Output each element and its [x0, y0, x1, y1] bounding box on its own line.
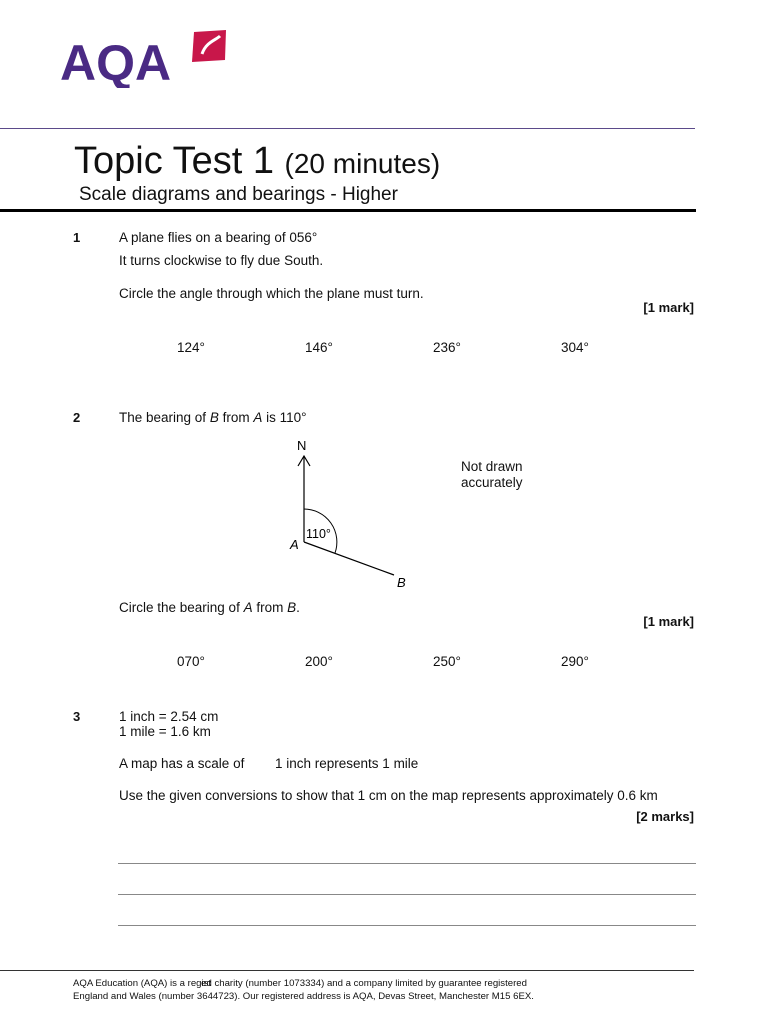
answer-line-3[interactable] [118, 925, 696, 926]
point-b-label: B [397, 575, 406, 590]
angle-label: 110° [306, 527, 331, 541]
q1-line2: It turns clockwise to fly due South. [119, 253, 324, 268]
line-a-to-b [304, 542, 394, 575]
q1-line1: A plane flies on a bearing of 056° [119, 230, 318, 245]
answer-line-1[interactable] [118, 863, 696, 864]
q2-instr-point-a: A [243, 600, 253, 615]
page-subtitle: Scale diagrams and bearings - Higher [79, 184, 398, 205]
aqa-logo [60, 28, 230, 88]
q1-option-3[interactable]: 236° [433, 340, 461, 355]
q1-instruction: Circle the angle through which the plane must turn. [119, 286, 424, 301]
q3-scale-value: 1 inch represents 1 mile [275, 756, 419, 771]
title-divider [0, 209, 696, 212]
point-a-label: A [290, 537, 299, 552]
q2-number: 2 [73, 410, 81, 425]
q2-instruction: Circle the bearing of A from B. [119, 600, 300, 615]
footer-divider [0, 970, 694, 971]
logo-flag-icon [192, 30, 226, 62]
bearing-diagram [270, 432, 430, 592]
q2-marks: [1 mark] [643, 614, 694, 629]
north-label: N [297, 438, 307, 453]
q3-conversion-inch: 1 inch = 2.54 cm [119, 709, 219, 724]
q3-conversion-mile: 1 mile = 1.6 km [119, 724, 211, 739]
page-title [74, 140, 440, 183]
q2-option-3[interactable]: 250° [433, 654, 461, 669]
logo-text: AQA [60, 35, 172, 88]
q2-option-2[interactable]: 200° [305, 654, 333, 669]
q2-intro: The bearing of B from A is 110° [119, 410, 307, 425]
q3-scale-label: A map has a scale of [119, 756, 245, 771]
answer-line-2[interactable] [118, 894, 696, 895]
header-divider [0, 128, 695, 129]
title-main: Topic Test 1 [74, 140, 274, 182]
q1-option-4[interactable]: 304° [561, 340, 589, 355]
footer-text [73, 977, 534, 1003]
q3-marks: [2 marks] [636, 809, 694, 824]
q2-option-4[interactable]: 290° [561, 654, 589, 669]
q1-marks: [1 mark] [643, 300, 694, 315]
q1-number: 1 [73, 230, 81, 245]
title-time: (20 minutes) [284, 148, 441, 179]
not-to-scale-note-2: accurately [461, 475, 523, 490]
q1-option-1[interactable]: 124° [177, 340, 205, 355]
q3-number: 3 [73, 709, 81, 724]
q3-instruction: Use the given conversions to show that 1 cm on the map represents approximately 0.6 km [119, 788, 658, 803]
q2-intro-point-a: A [253, 410, 263, 425]
q1-option-2[interactable]: 146° [305, 340, 333, 355]
footer-line-2: England and Wales (number 3644723). Our registered address is AQA, Devas Street, Manchester M15 6EX. [73, 991, 534, 1002]
footer-line-1: AQA Education (AQA) is a registed charity (number 1073334) and a company limited by guarantee registered [73, 978, 527, 989]
not-to-scale-note-1: Not drawn [461, 459, 523, 474]
q2-instr-point-b: B [287, 600, 297, 615]
q2-intro-point-b: B [209, 410, 219, 425]
q2-option-1[interactable]: 070° [177, 654, 205, 669]
